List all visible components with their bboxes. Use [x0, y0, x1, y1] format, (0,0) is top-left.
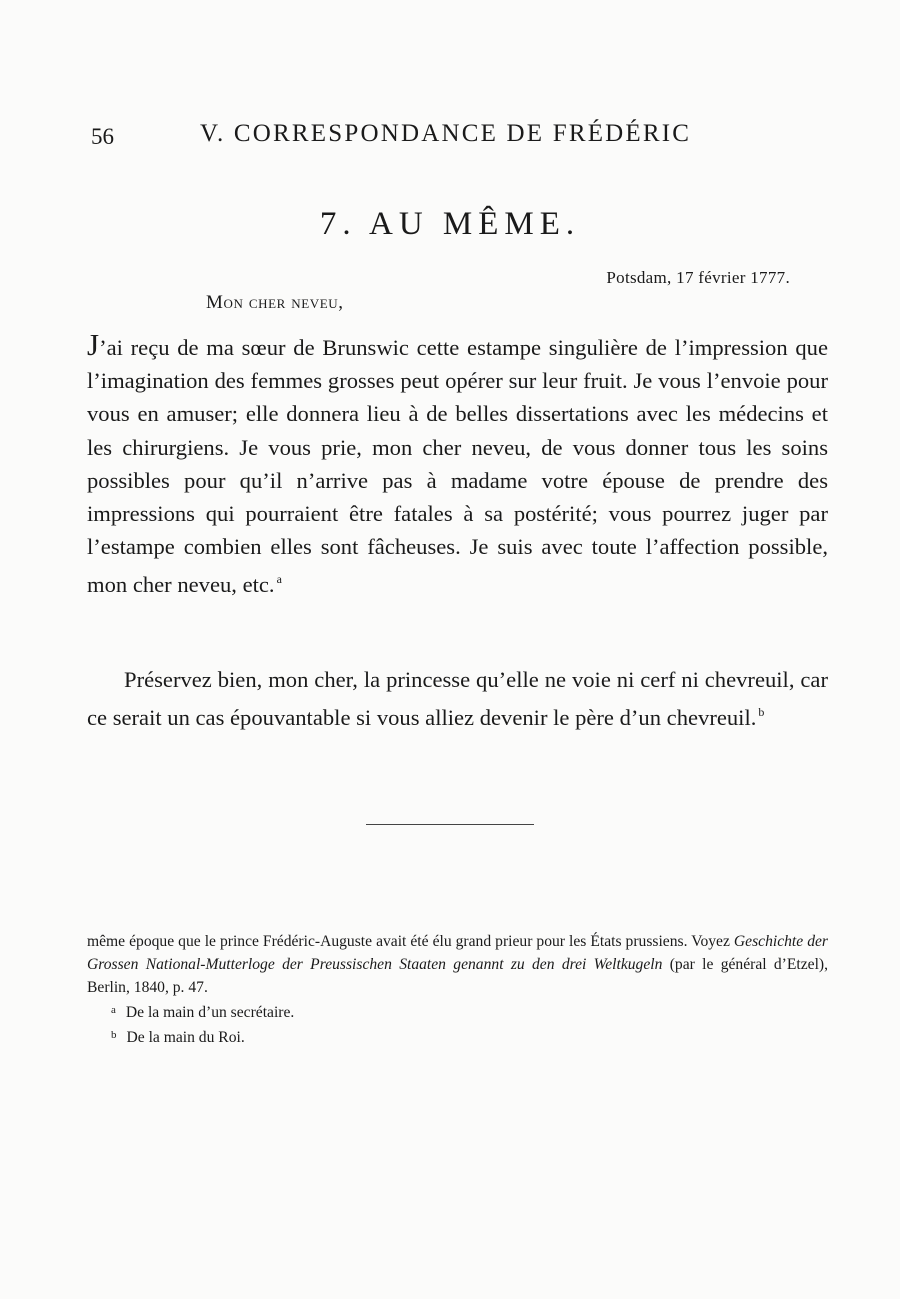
footnote-b-text: De la main du Roi. — [126, 1029, 245, 1046]
letter-paragraph-2 — [87, 663, 828, 734]
running-head: V. CORRESPONDANCE DE FRÉDÉRIC — [200, 120, 692, 147]
footnote-a-mark: a — [111, 1004, 116, 1016]
footnote-text-end: (par le général d’Etzel), Berlin, 1840, p. 47. — [87, 956, 828, 996]
paragraph-2-text: Préservez bien, mon cher, la princesse qu’elle ne voie ni cerf ni chevreuil, car ce serait un cas épouvantable si vous alliez devenir le père d’un chevreuil. — [87, 667, 828, 731]
letter-paragraph-1 — [87, 327, 828, 602]
footnote-text: même époque que le prince Frédéric-Auguste avait été élu grand prieur pour les États prussiens. Voyez — [87, 933, 734, 950]
footnote-mark-b: b — [758, 705, 765, 720]
footnote-a — [87, 999, 828, 1024]
footnotes — [87, 930, 828, 1049]
drop-initial: J — [87, 327, 100, 362]
dateline: Potsdam, 17 février 1777. — [606, 268, 790, 287]
salutation: Mon cher neveu, — [206, 292, 344, 313]
footnote-continuation — [87, 930, 828, 999]
footnote-mark-a: a — [276, 572, 282, 587]
footnote-a-text: De la main d’un secrétaire. — [125, 1004, 295, 1021]
footnote-b-mark: b — [111, 1029, 117, 1041]
letter-title: 7. AU MÊME. — [319, 206, 581, 242]
section-rule — [366, 824, 534, 825]
page-number: 56 — [91, 124, 114, 149]
footnote-b — [87, 1024, 828, 1049]
paragraph-1-text: ’ai reçu de ma sœur de Brunswic cette estampe singulière de l’impression que l’imagination des femmes grosses peut opérer sur leur fruit. Je vous l’envoie pour vous en amuser; elle donnera lieu à de belles dissertations avec les médecins et les chirurgiens. Je vous prie, mon cher neveu, de vous donner tous les soins possibles pour qu’il n’arrive pas à madame votre épouse de prendre des impressions qui pourraient être fatales à sa postérité; vous pourrez juger par l’estampe combien elles sont fâcheuses. Je suis avec toute l’affection possible, mon cher neveu, etc. — [87, 335, 828, 598]
book-title: Geschichte der Grossen National-Mutterloge der Preussischen Staaten genannt zu den drei Weltkugeln — [87, 933, 828, 973]
